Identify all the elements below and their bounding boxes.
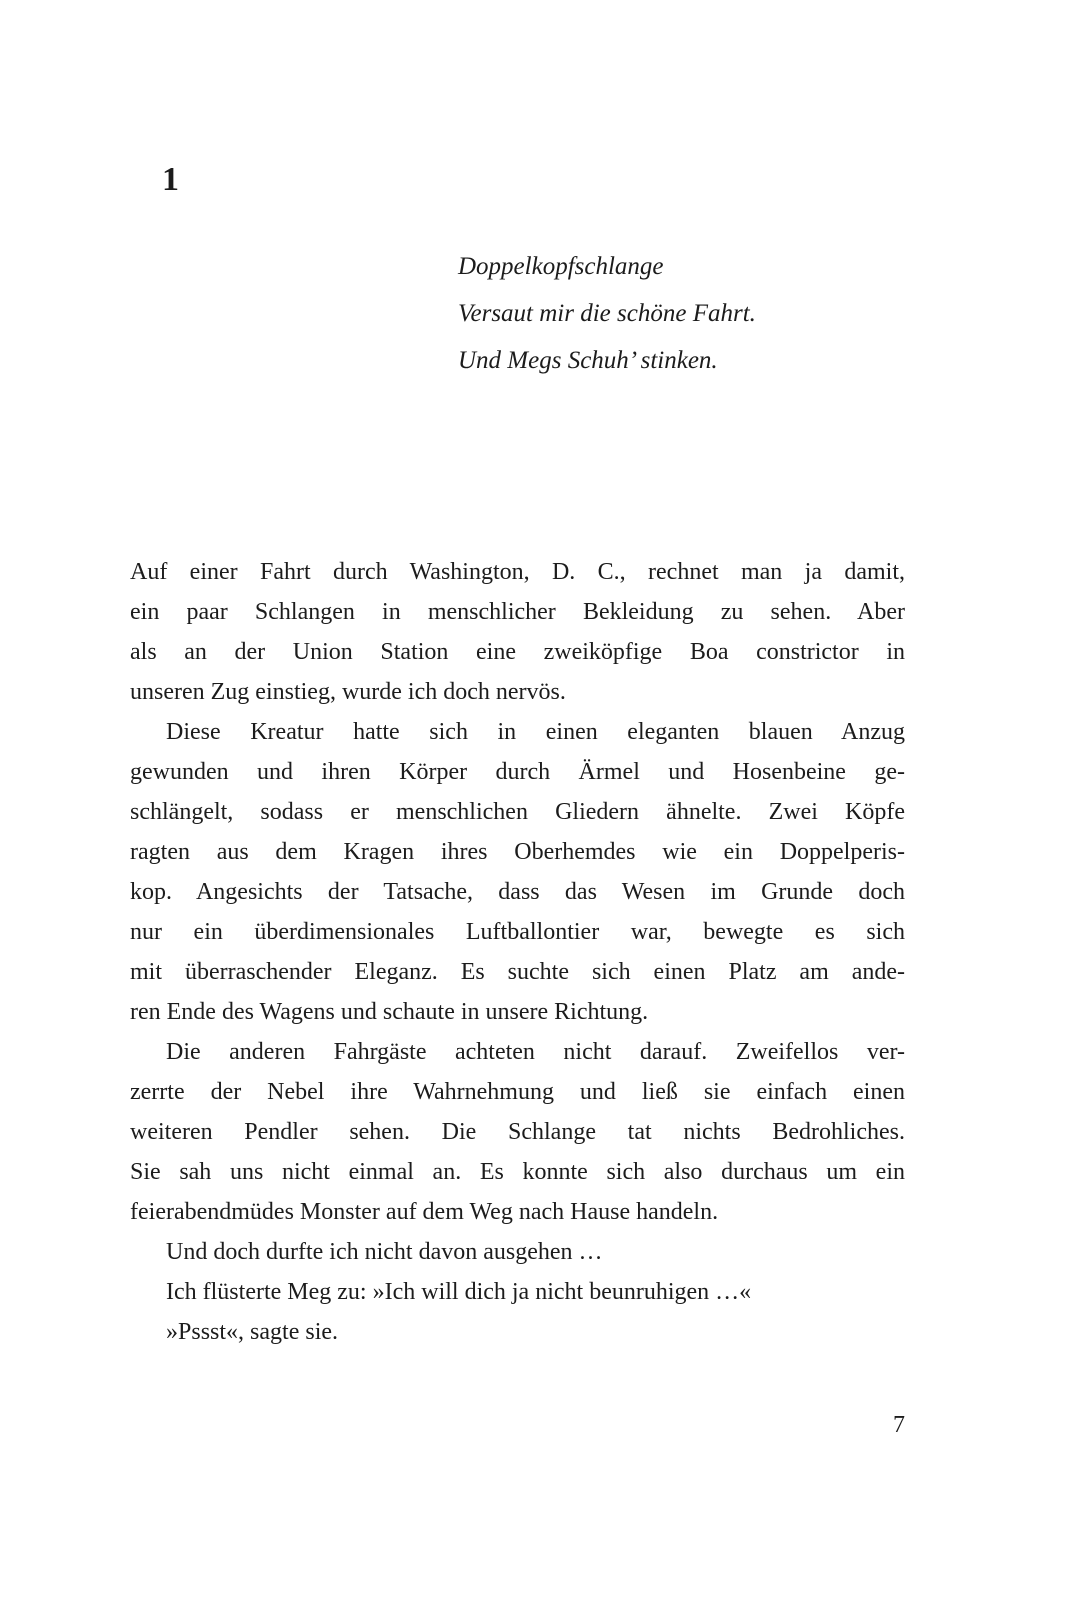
paragraph <box>130 712 905 1032</box>
text-line: zerrte der Nebel ihre Wahrnehmung und ließ sie einfach einen <box>130 1078 905 1105</box>
text-line: Und doch durfte ich nicht davon ausgehen … <box>166 1238 603 1265</box>
text-line: ein paar Schlangen in menschlicher Bekleidung zu sehen. Aber <box>130 598 905 625</box>
text-line: feierabendmüdes Monster auf dem Weg nach Hause handeln. <box>130 1198 719 1225</box>
text-line: Die anderen Fahrgäste achteten nicht darauf. Zweifellos ver- <box>166 1038 905 1065</box>
text-line: kop. Angesichts der Tatsache, dass das Wesen im Grunde doch <box>130 878 905 905</box>
text-line: nur ein überdimensionales Luftballontier war, bewegte es sich <box>130 918 905 945</box>
epigraph-line: Doppelkopfschlange <box>458 252 664 280</box>
text-line: Ich flüsterte Meg zu: »Ich will dich ja nicht beunruhigen …« <box>166 1278 752 1305</box>
epigraph-line: Versaut mir die schöne Fahrt. <box>458 299 756 327</box>
epigraph-line: Und Megs Schuh’ stinken. <box>458 346 718 374</box>
page-number: 7 <box>893 1412 905 1438</box>
paragraph <box>130 1032 905 1232</box>
text-line: gewunden und ihren Körper durch Ärmel und Hosenbeine ge- <box>130 758 905 785</box>
paragraph <box>130 1272 905 1312</box>
text-line: »Pssst«, sagte sie. <box>166 1318 339 1345</box>
text-line: unseren Zug einstieg, wurde ich doch nervös. <box>130 678 566 705</box>
text-line: mit überraschender Eleganz. Es suchte sich einen Platz am ande- <box>130 958 905 985</box>
epigraph <box>458 243 905 384</box>
text-line: Sie sah uns nicht einmal an. Es konnte sich also durchaus um ein <box>130 1158 905 1185</box>
paragraph <box>130 1232 905 1272</box>
text-line: Diese Kreatur hatte sich in einen eleganten blauen Anzug <box>166 718 905 745</box>
text-line: ren Ende des Wagens und schaute in unsere Richtung. <box>130 998 649 1025</box>
body-text <box>130 552 905 1352</box>
text-line: schlängelt, sodass er menschlichen Gliedern ähnelte. Zwei Köpfe <box>130 798 905 825</box>
text-line: ragten aus dem Kragen ihres Oberhemdes wie ein Doppelperis- <box>130 838 905 865</box>
text-line: weiteren Pendler sehen. Die Schlange tat nichts Bedrohliches. <box>130 1118 905 1145</box>
text-line: Auf einer Fahrt durch Washington, D. C., rechnet man ja damit, <box>130 558 905 585</box>
chapter-number: 1 <box>162 161 179 198</box>
paragraph <box>130 1312 905 1352</box>
paragraph <box>130 552 905 712</box>
text-line: als an der Union Station eine zweiköpfige Boa constrictor in <box>130 638 905 665</box>
